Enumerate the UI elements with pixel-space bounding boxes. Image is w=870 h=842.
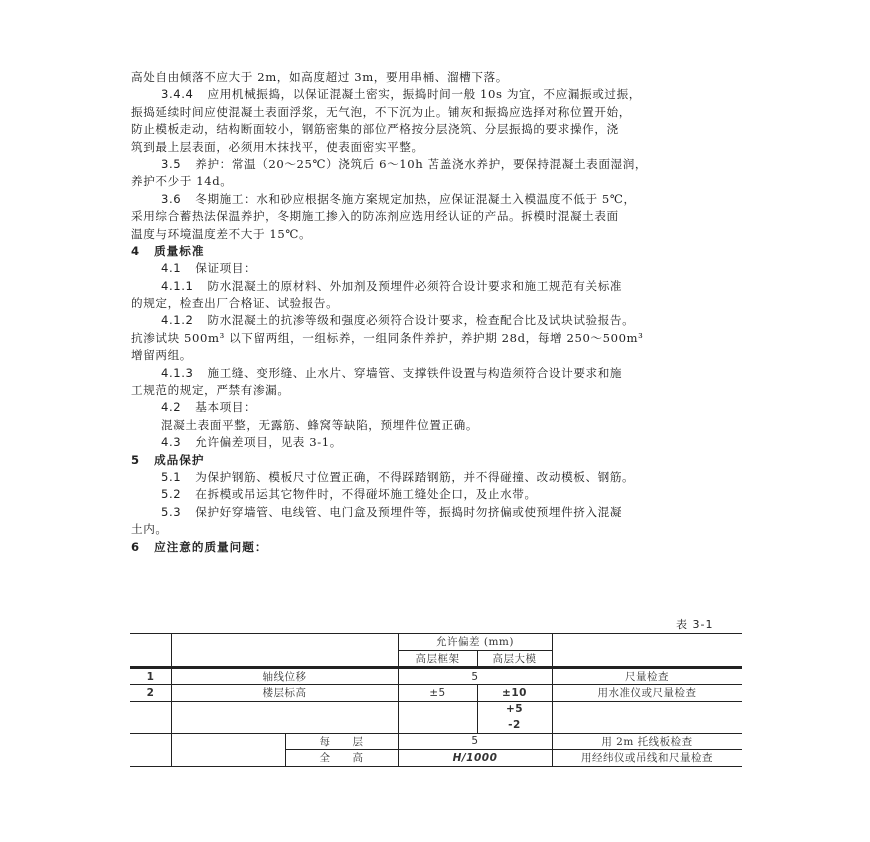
- text-line: [131, 382, 743, 399]
- line-text: 应用机械振捣，以保证混凝土密实，振捣时间一般 10s 为宜，不应漏振或过振，: [207, 87, 641, 102]
- line-text: 允许偏差项目，见表 3-1。: [195, 435, 342, 450]
- text-line: [131, 330, 743, 347]
- line-text: 质量标准: [154, 243, 205, 258]
- line-text: 养护：常温（20～25℃）浇筑后 6～10h 苫盖浇水养护，要保持混凝土表面湿润，: [195, 156, 648, 171]
- text-line: [131, 434, 743, 451]
- section-number: 4.1.2: [161, 313, 194, 328]
- text-line: [131, 469, 743, 486]
- text-line: [131, 173, 743, 190]
- section-heading: [131, 452, 743, 469]
- text-line: [131, 347, 743, 364]
- text-line: [131, 208, 743, 225]
- text-line: [131, 521, 743, 538]
- line-text: 筑到最上层表面，必须用木抹找平，使表面密实平整。: [131, 139, 424, 154]
- line-text: 抗渗试块 500m³ 以下留两组，一组标养，一组同条件养护，养护期 28d，每增 250～500m³: [131, 330, 644, 345]
- line-text: 增留两组。: [131, 348, 192, 363]
- row-2-no: 2: [146, 686, 155, 699]
- row-1-no: 1: [146, 670, 155, 683]
- row-2-method: 用水准仪或尺量检查: [597, 687, 697, 699]
- line-text: 在拆模或吊运其它物件时，不得碰坏施工缝处企口，及止水带。: [195, 487, 537, 502]
- text-line: [131, 139, 743, 156]
- row-4-sub: 每 层: [319, 735, 364, 748]
- text-line: [131, 504, 743, 521]
- text-line: [131, 417, 743, 434]
- row-5-value: H/1000: [452, 751, 498, 764]
- line-text: 振捣延续时间应使混凝土表面浮浆，无气泡，不下沉为止。铺灰和振捣应选择对称位置开始，: [131, 104, 631, 119]
- text-line: [131, 156, 743, 173]
- line-text: 采用综合蓄热法保温养护，冬期施工掺入的防冻剂应选用经认证的产品。拆模时混凝土表面: [131, 209, 619, 224]
- line-text: 的规定，检查出厂合格证、试验报告。: [131, 296, 339, 311]
- section-heading: [131, 243, 743, 260]
- row-2-large-form: ±10: [502, 686, 527, 699]
- line-text: 温度与环境温度差不大于 15℃。: [131, 226, 312, 241]
- line-text: 防水混凝土的抗渗等级和强度必须符合设计要求，检查配合比及试块试验报告。: [207, 313, 635, 328]
- header-allowable-deviation: 允许偏差 (mm): [436, 636, 514, 648]
- section-number: 4.1: [161, 261, 182, 276]
- text-line: [131, 121, 743, 138]
- row-5-method: 用经纬仪或吊线和尺量检查: [581, 752, 713, 764]
- line-text: 工规范的规定，严禁有渗漏。: [131, 383, 290, 398]
- section-number: 6: [131, 539, 141, 554]
- line-text: 养护不少于 14d。: [131, 174, 233, 189]
- header-large-form: 高层大模: [492, 653, 537, 665]
- section-number: 4: [131, 243, 141, 258]
- row-2-item: 楼层标高: [262, 687, 307, 699]
- text-line: [131, 295, 743, 312]
- row-2-frame: ±5: [429, 686, 446, 699]
- line-text: 混凝土表面平整，无露筋、蜂窝等缺陷，预埋件位置正确。: [161, 417, 479, 432]
- row-3-large-form-plus: +5: [505, 703, 524, 715]
- text-line: [131, 104, 743, 121]
- line-text: 为保护钢筋、模板尺寸位置正确，不得踩踏钢筋，并不得碰撞、改动模板、钢筋。: [195, 469, 635, 484]
- line-text: 冬期施工：水和砂应根据冬施方案规定加热，应保证混凝土入模温度不低于 5℃，: [195, 191, 636, 206]
- text-line: [131, 260, 743, 277]
- text-line: [131, 226, 743, 243]
- text-line: [131, 278, 743, 295]
- section-number: 3.6: [161, 191, 182, 206]
- row-4-method: 用 2m 托线板检查: [601, 735, 693, 748]
- section-number: 3.5: [161, 156, 182, 171]
- section-number: 5.1: [161, 469, 182, 484]
- section-number: 4.3: [161, 435, 182, 450]
- section-heading: [131, 539, 743, 556]
- text-line: [131, 191, 743, 208]
- line-text: 应注意的质量问题：: [154, 539, 268, 554]
- row-1-item: 轴线位移: [262, 671, 307, 683]
- table-caption: 表 3-1: [676, 618, 714, 631]
- section-number: 4.2: [161, 400, 182, 415]
- line-text: 基本项目：: [195, 400, 257, 415]
- line-text: 保证项目：: [195, 261, 257, 276]
- text-line: [131, 86, 743, 103]
- line-text: 高处自由倾落不应大于 2m，如高度超过 3m，要用串桶、溜槽下落。: [131, 70, 508, 84]
- section-number: 5: [131, 452, 141, 467]
- line-text: 成品保护: [154, 452, 205, 467]
- line-text: 保护好穿墙管、电线管、电门盒及预埋件等，振捣时勿挤偏或使预埋件挤入混凝: [195, 504, 623, 519]
- row-1-value: 5: [471, 670, 479, 683]
- line-text: 施工缝、变形缝、止水片、穿墙管、支撑铁件设置与构造须符合设计要求和施: [207, 365, 623, 380]
- text-line: [131, 312, 743, 329]
- text-line: [131, 365, 743, 382]
- text-line: [131, 486, 743, 503]
- row-5-sub: 全 高: [319, 752, 364, 764]
- text-line: [131, 399, 743, 416]
- section-number: 4.1.3: [161, 365, 194, 380]
- line-text: 防止模板走动，结构断面较小，钢筋密集的部位严格按分层浇筑、分层振捣的要求操作，浇: [131, 122, 619, 137]
- text-line: [131, 69, 743, 86]
- document-body: [131, 69, 743, 556]
- section-number: 3.4.4: [161, 87, 194, 102]
- section-number: 5.3: [161, 504, 182, 519]
- line-text: 土内。: [131, 522, 168, 537]
- section-number: 5.2: [161, 487, 182, 502]
- deviation-table: [130, 633, 742, 767]
- row-1-method: 尺量检查: [625, 671, 669, 683]
- row-3-large-form-minus: -2: [508, 719, 521, 731]
- row-4-value: 5: [471, 735, 479, 747]
- line-text: 防水混凝土的原材料、外加剂及预埋件必须符合设计要求和施工规范有关标准: [207, 278, 623, 293]
- header-frame: 高层框架: [415, 653, 460, 665]
- section-number: 4.1.1: [161, 278, 194, 293]
